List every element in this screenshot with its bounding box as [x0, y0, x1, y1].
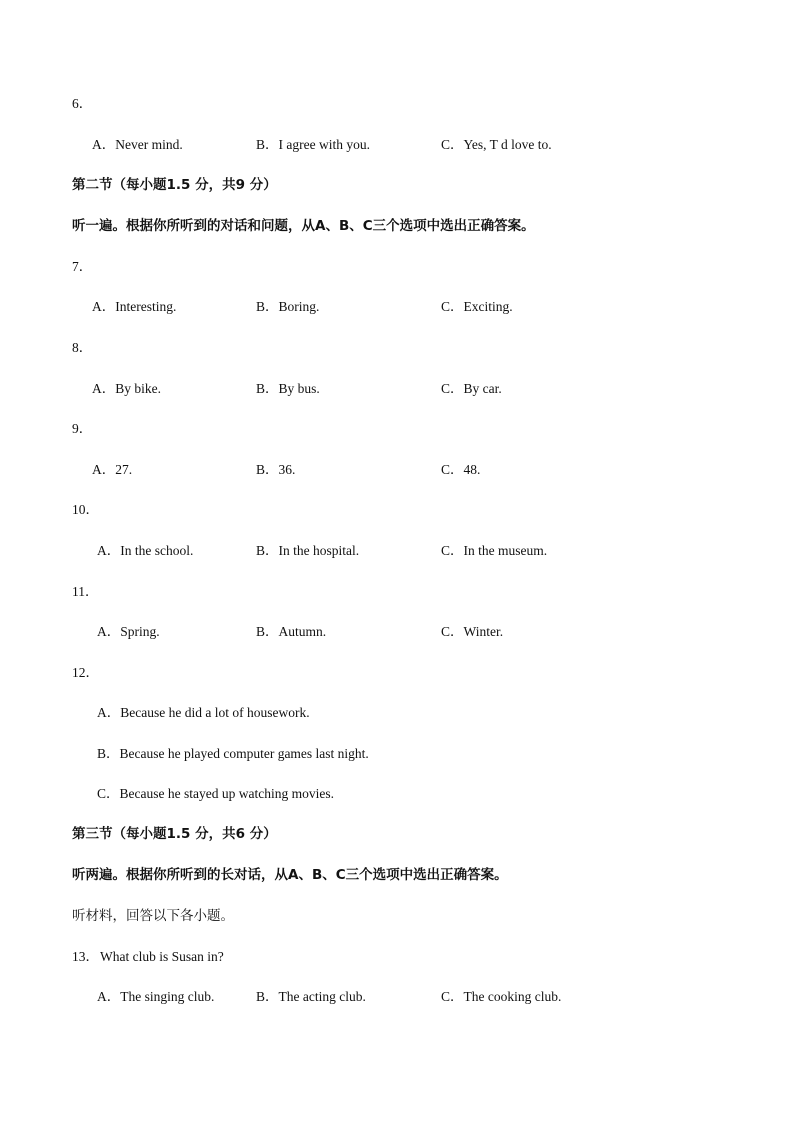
option-a[interactable]: A．Spring.	[97, 624, 160, 639]
option-b[interactable]: B．36.	[256, 462, 296, 477]
option-a[interactable]: A．Never mind.	[92, 137, 183, 152]
option-c[interactable]: C．48.	[441, 462, 481, 477]
option-b[interactable]: B．By bus.	[256, 381, 320, 396]
option-c[interactable]: C．The cooking club.	[441, 989, 562, 1004]
option-a[interactable]: A．The singing club.	[97, 989, 215, 1004]
option-c[interactable]: C．Winter.	[441, 624, 504, 639]
option-a[interactable]: A．Because he did a lot of housework.	[97, 705, 310, 720]
option-c[interactable]: C．In the museum.	[441, 543, 548, 558]
option-c[interactable]: C．By car.	[441, 381, 502, 396]
question-number: 10．	[72, 502, 99, 517]
section-heading: 第二节（每小题1.5 分，共9 分）	[72, 177, 277, 193]
option-b[interactable]: B．In the hospital.	[256, 543, 360, 558]
question-number: 9．	[72, 421, 93, 436]
option-b[interactable]: B．Because he played computer games last night.	[97, 746, 369, 761]
option-b[interactable]: B．Boring.	[256, 299, 320, 314]
option-c[interactable]: C．Because he stayed up watching movies.	[97, 786, 334, 801]
option-b[interactable]: B．The acting club.	[256, 989, 366, 1004]
section-instruction: 听两遍。根据你所听到的长对话，从A、B、C三个选项中选出正确答案。	[72, 867, 508, 883]
section-heading: 第三节（每小题1.5 分，共6 分）	[72, 826, 277, 842]
question-number: 8．	[72, 340, 93, 355]
question-number: 6．	[72, 96, 93, 111]
question-number: 12．	[72, 665, 99, 680]
question-number: 11．	[72, 584, 99, 599]
section-instruction: 听一遍。根据你所听到的对话和问题，从A、B、C三个选项中选出正确答案。	[72, 218, 535, 234]
listening-note: 听材料，回答以下各小题。	[72, 908, 234, 924]
option-c[interactable]: C．Yes, T d love to.	[441, 137, 552, 152]
option-a[interactable]: A．In the school.	[97, 543, 194, 558]
option-c[interactable]: C．Exciting.	[441, 299, 513, 314]
question-number: 13．	[72, 949, 99, 964]
question-text: What club is Susan in?	[100, 949, 224, 964]
option-b[interactable]: B．Autumn.	[256, 624, 327, 639]
option-a[interactable]: A．27.	[92, 462, 133, 477]
option-b[interactable]: B．I agree with you.	[256, 137, 370, 152]
option-a[interactable]: A．By bike.	[92, 381, 161, 396]
question-number: 7．	[72, 259, 93, 274]
option-a[interactable]: A．Interesting.	[92, 299, 177, 314]
